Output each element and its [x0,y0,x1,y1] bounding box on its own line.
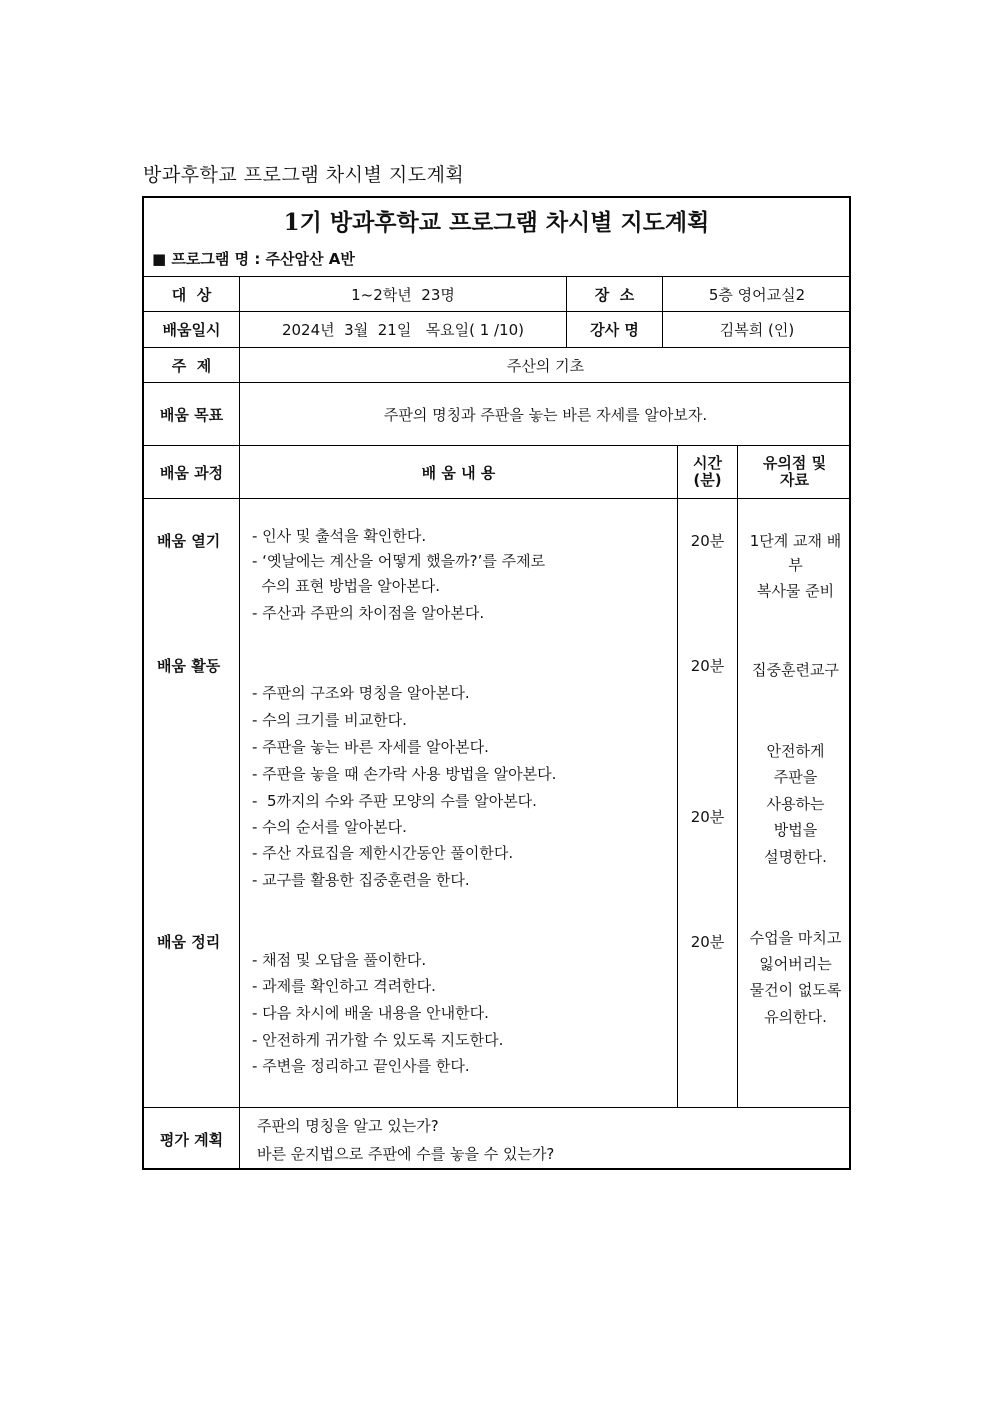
time-column [678,499,737,1108]
place-value: 5층 영어교실2 [708,285,806,304]
note-line: 주판을 [773,768,818,786]
list-item: - 수의 순서를 알아본다. [252,818,407,836]
target-value: 1~2학년 23명 [351,285,455,304]
note-line: 물건이 없도록 [749,981,842,999]
list-item: - ‘옛날에는 계산을 어떻게 했을까?’를 주제로 [252,552,546,570]
date-value: 2024년 3월 21일 목요일( 1 /10) [281,321,525,339]
row-topic [144,347,849,382]
plan-title: 1기 방과후학교 프로그램 차시별 지도계획 [283,209,710,236]
list-item: - 교구를 활용한 집중훈련을 한다. [252,871,470,889]
note-line: 집중훈련교구 [752,661,839,679]
topic-value: 주산의 기초 [506,356,585,375]
list-item: - 주판의 구조와 명칭을 알아본다. [252,684,470,702]
note-line: 설명한다. [764,848,827,866]
row-target [144,276,849,311]
lesson-plan-table [142,196,851,1170]
row-column-headers [144,445,849,498]
target-label: 대 상 [171,285,212,304]
note-line: 유의한다. [764,1008,827,1026]
square-bullet-icon: ■ [152,250,167,268]
list-item: - 과제를 확인하고 격려한다. [252,977,436,995]
evaluation-line: 주판의 명칭을 알고 있는가? [257,1117,439,1135]
list-item: - 인사 및 출석을 확인한다. [252,527,427,545]
note-line: 잃어버리는 [759,955,832,973]
row-date [144,311,849,347]
list-item: - 주변을 정리하고 끝인사를 한다. [252,1057,470,1075]
note-line: 사용하는 [766,795,825,813]
note-line: 수업을 마치고 [749,929,842,947]
process-header: 배움 과정 [159,463,224,482]
time-header: 시간 (분) [693,454,722,489]
notes-header: 유의점 및 자료 [762,454,827,489]
time-value: 20분 [690,657,725,675]
list-item: - 수의 크기를 비교한다. [252,711,407,729]
time-value: 20분 [690,808,725,826]
note-line: 방법을 [773,821,818,839]
stage-opening: 배움 열기 [157,532,221,550]
place-label: 장 소 [594,285,635,304]
note-line: 복사물 준비 [756,582,835,600]
goal-value: 주판의 명칭과 주판을 놓는 바른 자세를 알아보자. [383,405,708,424]
content-header: 배 움 내 용 [421,463,496,482]
row-evaluation [144,1107,849,1170]
evaluation-content [240,1108,851,1171]
list-item: - 안전하게 귀가할 수 있도록 지도한다. [252,1031,504,1049]
program-name [152,248,355,269]
note-line: 안전하게 [766,742,825,760]
teacher-value: 김복희 (인) [719,321,795,339]
row-lesson-body [144,498,849,1107]
goal-label: 배움 목표 [159,405,224,424]
time-value: 20분 [690,532,725,550]
row-goal [144,382,849,445]
teacher-label: 강사 명 [590,321,639,339]
content-column [240,499,677,1108]
list-item: 수의 표현 방법을 알아본다. [252,577,440,595]
topic-label: 주 제 [171,356,212,375]
list-item: - 채점 및 오답을 풀이한다. [252,951,427,969]
note-line: 1단계 교재 배 [749,532,842,550]
list-item: - 주산과 주판의 차이점을 알아본다. [252,604,485,622]
evaluation-label: 평가 계획 [159,1130,224,1149]
notes-column [738,499,853,1108]
list-item: - 주판을 놓을 때 손가락 사용 방법을 알아본다. [252,765,557,783]
stage-activity: 배움 활동 [157,657,221,675]
program-name-label: 프로그램 명 : 주산암산 A반 [171,250,355,268]
date-label: 배움일시 [162,321,221,339]
list-item: - 다음 차시에 배울 내용을 안내한다. [252,1004,489,1022]
list-item: - 주판을 놓는 바른 자세를 알아본다. [252,738,489,756]
list-item: - 주산 자료집을 제한시간동안 풀이한다. [252,844,514,862]
page-heading: 방과후학교 프로그램 차시별 지도계획 [143,164,465,186]
evaluation-line: 바른 운지법으로 주판에 수를 놓을 수 있는가? [257,1145,555,1163]
list-item: - 5까지의 수와 주판 모양의 수를 알아본다. [252,792,537,810]
stage-closing: 배움 정리 [157,933,221,951]
note-line: 부 [788,556,803,574]
time-value: 20분 [690,933,725,951]
